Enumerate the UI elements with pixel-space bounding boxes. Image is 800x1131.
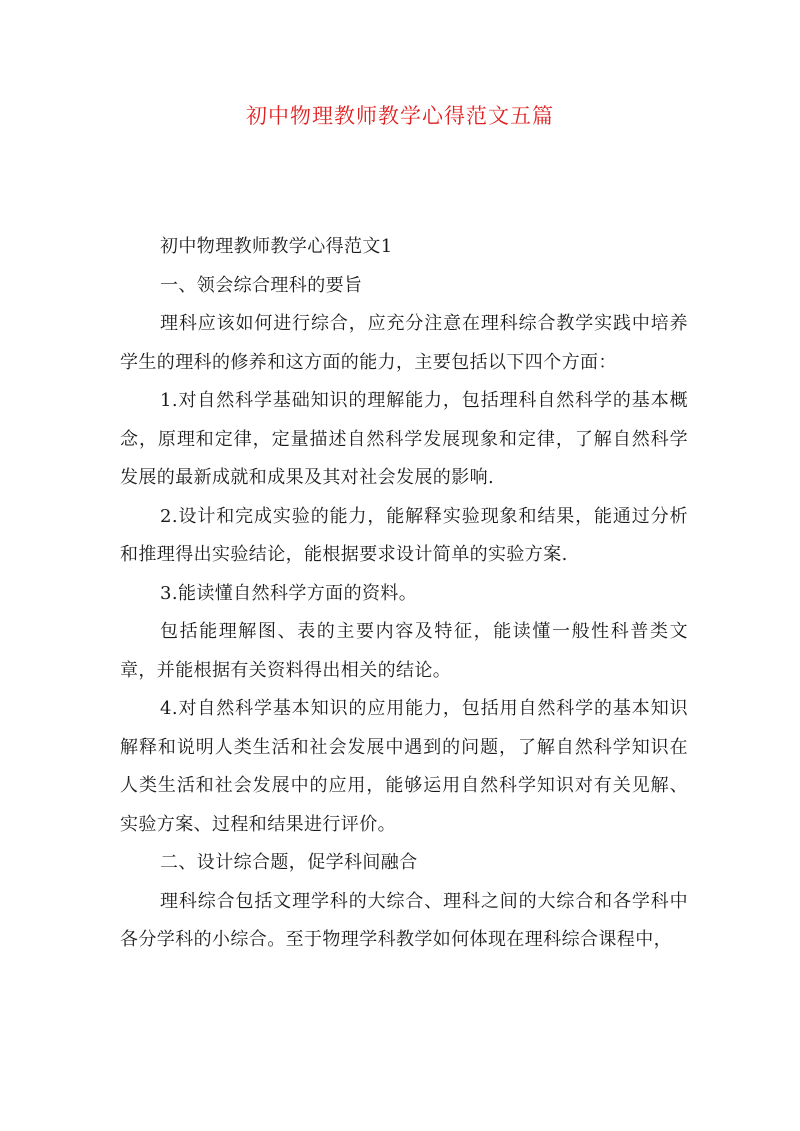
list-item-3: 3.能读懂自然科学方面的资料。 [160, 582, 418, 604]
document-title: 初中物理教师教学心得范文五篇 [246, 104, 554, 128]
paragraph: 包括能理解图、表的主要内容及特征，能读懂一般性科普类文章，并能根据有关资料得出相关的结论。 [120, 621, 688, 681]
list-item-2: 2.设计和完成实验的能力，能解释实验现象和结果，能通过分析和推理得出实验结论，能根据要求设计简单的实验方案. [120, 505, 688, 565]
list-item-1: 1.对自然科学基础知识的理解能力，包括理科自然科学的基本概念，原理和定律，定量描述自然科学发展现象和定律，了解自然科学发展的最新成就和成果及其对社会发展的影响. [120, 390, 688, 488]
list-item-4: 4.对自然科学基本知识的应用能力，包括用自然科学的基本知识解释和说明人类生活和社会发展中遇到的问题，了解自然科学知识在人类生活和社会发展中的应用，能够运用自然科学知识对有关见解、实验方案、过程和结果进行评价。 [120, 698, 688, 835]
document-body [120, 228, 688, 960]
section-heading-2: 二、设计综合题，促学科间融合 [160, 852, 418, 873]
section-heading-1: 一、领会综合理科的要旨 [160, 274, 363, 296]
section-heading-essay-1: 初中物理教师教学心得范文1 [160, 236, 393, 257]
paragraph: 理科应该如何进行综合，应充分注意在理科综合教学实践中培养学生的理科的修养和这方面的能力，主要包括以下四个方面： [120, 313, 688, 373]
paragraph: 理科综合包括文理学科的大综合、理科之间的大综合和各学科中各分学科的小综合。至于物理学科教学如何体现在理科综合课程中， [120, 890, 688, 950]
